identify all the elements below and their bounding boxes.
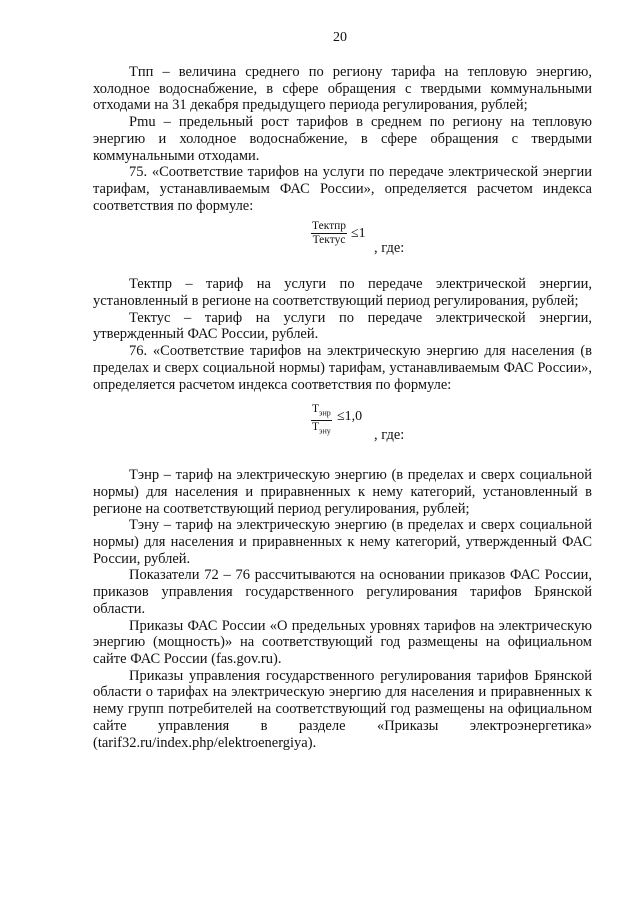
page-number: 20 — [333, 30, 347, 45]
paragraph-tektpr-definition: Тектпр – тариф на услуги по передаче электрической энергии, установленный в регионе на соответствующий период регулирования, рублей; — [93, 276, 592, 310]
formula-76-denominator: $Т_{эну}$ — [312, 420, 331, 435]
paragraph-fas-orders: Приказы ФАС России «О предельных уровнях тарифов на электрическую энергию (мощность)» на соответствующий год размещены на официальном сайте ФАС России (fas.gov.ru). — [93, 617, 592, 667]
paragraph-tpp-definition: Tпп – величина среднего по региону тарифа на тепловую энергию, холодное водоснабжение, в сфере обращения с твердыми коммунальными отходами на 31 декабря предыдущего периода регулирования, рублей; — [93, 64, 592, 114]
paragraph-item-75: 75. «Соответствие тарифов на услуги по передаче электрической энергии тарифам, устанавливаемым ФАС России», определяется расчетом индекса соответствия по формуле: — [93, 164, 592, 214]
formula-75-numerator: Тектпр — [312, 220, 347, 233]
paragraph-indicators-72-76: Показатели 72 – 76 рассчитываются на основании приказов ФАС России, приказов управления государственного регулирования тарифов Брянской области. — [93, 567, 592, 617]
paragraph-tenr-definition: Тэнр – тариф на электрическую энергию (в пределах и сверх социальной нормы) для населения и приравненных к нему категорий, установленный в регионе на соответствующий период регулирования, рублей; — [93, 467, 592, 517]
formula-76-suffix: , где: — [374, 427, 405, 444]
formula-75-suffix: , где: — [374, 240, 405, 257]
formula-76-fraction — [311, 403, 332, 437]
formula-75-relation: ≤1 — [351, 226, 366, 242]
formula-75-fraction — [311, 220, 347, 247]
paragraph-bryansk-orders: Приказы управления государственного регулирования тарифов Брянской области о тарифах на электрическую энергию для населения и приравненных к нему групп потребителей на соответствующий год размещены на официальном сайте управления в разделе «Приказы электроэнергетика» (tarif32.ru/index.php/elektroenergiya). — [93, 667, 592, 751]
paragraph-item-76: 76. «Соответствие тарифов на электрическую энергию для населения (в пределах и сверх социальной нормы) тарифам, устанавливаемым ФАС России», определяется расчетом индекса соответствия по формуле: — [93, 343, 592, 393]
formula-75 — [93, 214, 592, 276]
document-body — [93, 64, 592, 751]
formula-76-relation: ≤1,0 — [337, 409, 363, 425]
paragraph-pmu-definition: Pmu – предельный рост тарифов в среднем по региону на тепловую энергию и холодное водоснабжение, в сфере обращения с твердыми коммунальными отходами. — [93, 114, 592, 164]
formula-76 — [93, 393, 592, 467]
formula-75-denominator: Тектус — [312, 234, 346, 247]
paragraph-tenu-definition: Тэну – тариф на электрическую энергию (в пределах и сверх социальной нормы) для населения и приравненных к нему категорий, утвержденный ФАС России, рублей. — [93, 517, 592, 567]
formula-76-numerator: $Т_{энр}$ — [311, 403, 332, 420]
paragraph-tektus-definition: Тектус – тариф на услуги по передаче электрической энергии, утвержденный ФАС России, рублей. — [93, 309, 592, 343]
